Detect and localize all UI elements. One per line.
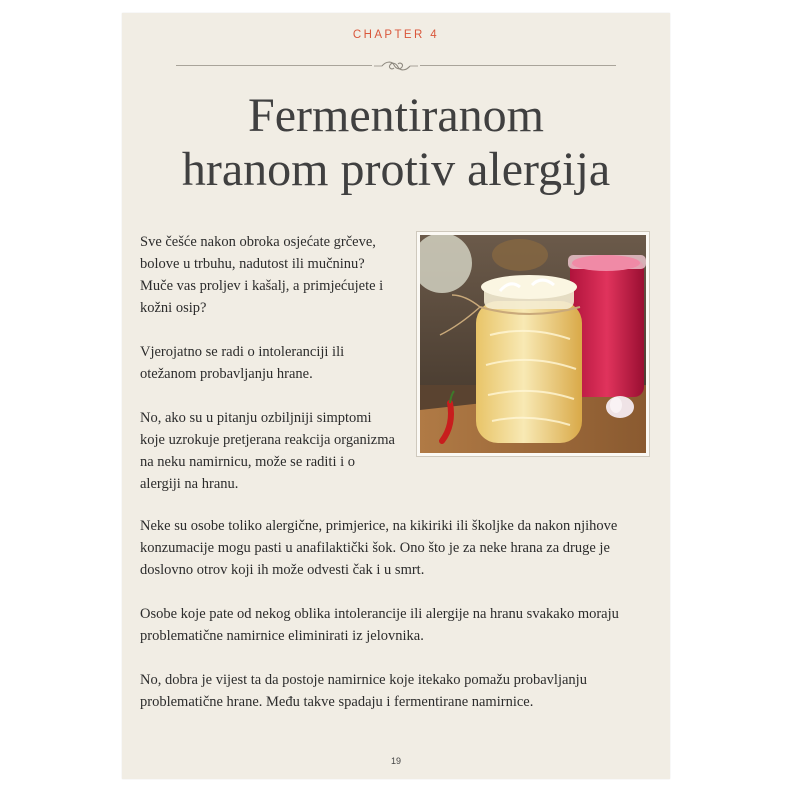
page-number: 19 xyxy=(390,756,401,766)
body-paragraph: No, dobra je vijest ta da postoje namirnice koje itekako pomažu probavljanju problematične hrane. Među takve spadaju i fermentirane namirnice. xyxy=(140,672,587,710)
divider-line-left xyxy=(176,65,372,66)
intro-paragraph: No, ako su u pitanju ozbiljniji simptomi koje uzrokuje pretjerana reakcija organizma na neku namirnicu, može se raditi i o alergiji na hranu. xyxy=(140,410,395,492)
intro-paragraph: Sve češće nakon obroka osjećate grčeve, bolove u trbuhu, nadutost ili mučninu? Muče vas proljev i kašalj, a primjećujete i kožni osip? xyxy=(140,234,384,316)
body-paragraph: Osobe koje pate od nekog oblika intolerancije ili alergije na hranu svakako moraju problematične namirnice eliminirati iz jelovnika. xyxy=(140,606,619,644)
chapter-title xyxy=(122,89,670,197)
divider-line-right xyxy=(420,65,616,66)
fermented-food-photo xyxy=(416,231,650,457)
flourish-ornament-icon xyxy=(372,60,420,72)
body-paragraph: Neke su osobe toliko alergične, primjerice, na kikiriki ili školjke da nakon njihove konzumacije mogu pasti u anafilaktički šok. Ono što je za neke hrana za druge je doslovno otrov koji ih može odvesti čak i u smrt. xyxy=(140,518,618,578)
ornament-divider xyxy=(176,60,616,72)
intro-paragraph: Vjerojatno se radi o intoleranciji ili otežanom probavljanju hrane. xyxy=(140,344,345,382)
title-line-2: hranom protiv alergija xyxy=(181,143,611,196)
book-page xyxy=(122,13,670,779)
intro-text xyxy=(140,231,396,517)
title-line-1: Fermentiranom xyxy=(248,89,544,142)
chapter-label: CHAPTER 4 xyxy=(352,29,440,41)
body-text xyxy=(140,515,656,735)
sauerkraut-jar-image xyxy=(420,235,646,453)
